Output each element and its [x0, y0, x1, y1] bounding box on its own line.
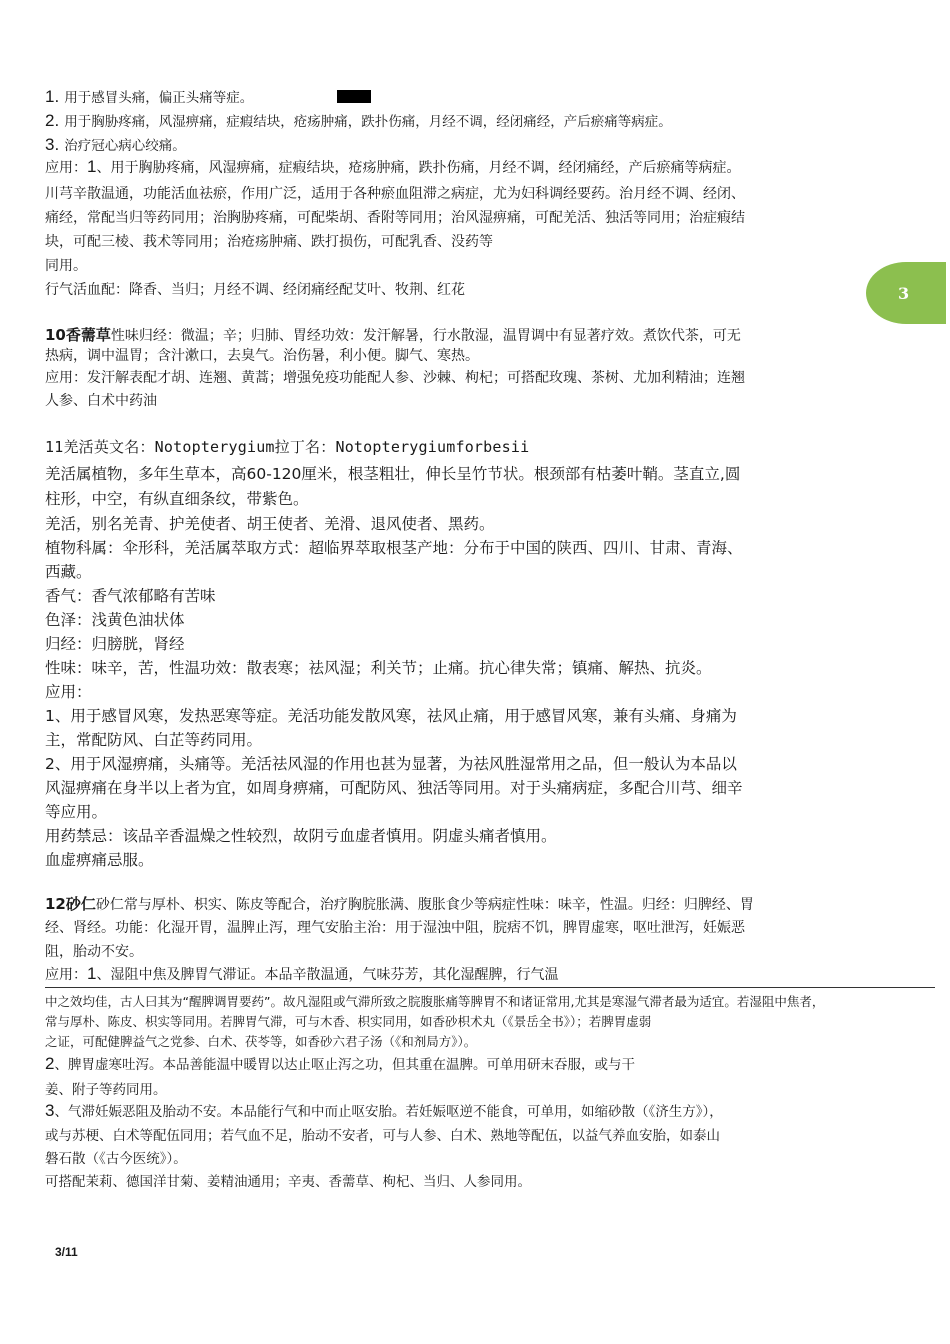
paragraph-line: 热病，调中温胃；含汁漱口，去臭气。治伤暑，利小便。脚气、寒热。: [45, 348, 479, 364]
section-12-header-line: [45, 893, 754, 914]
list-number: 1.: [45, 87, 60, 106]
paragraph-line: 常与厚朴、陈皮、枳实等同用。若脾胃气滞，可与木香、枳实同用，如香砂枳术丸（《景岳全书》）；若脾胃虚弱: [45, 1014, 652, 1029]
paragraph-line: 应用：发汗解表配才胡、连翘、黄蒿；增强免疫功能配人参、沙棘、枸杞；可搭配玫瑰、茶树、尤加利精油；连翘: [45, 370, 745, 386]
paragraph-line: 痛经，常配当归等药同用；治胸胁疼痛，可配柴胡、香附等同用；治风湿痹痛，可配羌活、独活等同用；治症瘕结: [45, 210, 745, 226]
paragraph-line: 经、肾经。功能：化湿开胃，温脾止泻，理气安胎主治：用于湿浊中阻，脘痞不饥，脾胃虚寒，呕吐泄泻，妊娠恶: [45, 920, 745, 936]
text-span: 、脾胃虚寒吐泻。本品善能温中暖胃以达止呕止泻之功，但其重在温脾。可单用研末吞服，或与干: [54, 1057, 635, 1073]
list-number: 1: [87, 964, 97, 983]
paragraph-line: 色泽：浅黄色油状体: [45, 611, 185, 629]
text-span: 应用：: [45, 967, 87, 983]
paragraph-line: [45, 964, 558, 984]
section-11-header: 11羌活英文名：Notopterygium拉丁名：Notopterygiumforbesii: [45, 438, 530, 456]
text-span: 应用：: [45, 160, 87, 176]
paragraph-line: 性味：味辛，苦，性温功效：散表寒；祛风湿；利关节；止痛。抗心律失常；镇痛、解热、抗炎。: [45, 659, 712, 677]
paragraph-line: [45, 1100, 723, 1121]
paragraph-line: 之证，可配健脾益气之党参、白术、茯苓等，如香砂六君子汤（《和剂局方》）。: [45, 1034, 477, 1049]
list-text: 治疗冠心病心绞痛。: [64, 138, 186, 154]
paragraph-line: 可搭配茉莉、德国洋甘菊、姜精油通用；辛夷、香薷草、枸杞、当归、人参同用。: [45, 1174, 531, 1190]
paragraph-line: 归经：归膀胱，肾经: [45, 635, 185, 653]
paragraph-line: 人参、白术中药油: [45, 393, 157, 409]
paragraph-line: 风湿痹痛在身半以上者为宜，如周身痹痛，可配防风、独活等同用。对于头痛病症，多配合川芎、细辛: [45, 779, 743, 797]
section-title: 12砂仁: [45, 895, 96, 913]
paragraph-line: 姜、附子等药同用。: [45, 1082, 167, 1098]
text-span: 、用于胸胁疼痛，风湿痹痛，症瘕结块，疮疡肿痛，跌扑伤痛，月经不调，经闭痛经，产后瘀痛等病症。: [96, 160, 741, 176]
section-10-header-line: [45, 324, 741, 345]
section-title: 10香薷草: [45, 326, 111, 344]
paragraph-line: 香气：香气浓郁略有苦味: [45, 587, 216, 605]
paragraph-line: 西藏。: [45, 563, 92, 581]
divider: [45, 987, 935, 988]
list-item: [45, 134, 186, 155]
paragraph-line: 羌活，别名羌青、护羌使者、胡王使者、羌滑、退风使者、黑药。: [45, 515, 495, 533]
list-number: 2: [45, 1054, 55, 1073]
list-number: 3: [45, 1101, 55, 1120]
paragraph-line: 1、用于感冒风寒，发热恶寒等症。羌活功能发散风寒，祛风止痛，用于感冒风寒，兼有头痛、身痛为: [45, 707, 737, 725]
list-item: [45, 110, 672, 131]
text-span: 砂仁常与厚朴、枳实、陈皮等配合，治疗胸脘胀满、腹胀食少等病症性味：味辛，性温。归经：归脾经、胃: [95, 897, 754, 913]
paragraph-line: 中之效均佳，古人曰其为“醒脾调胃要药”。故凡湿阻或气滞所致之脘腹胀痛等脾胃不和诸证常用,尤其是寒湿气滞者最为适宜。若湿阻中焦者，: [45, 994, 825, 1009]
paragraph-line: 应用：: [45, 683, 92, 701]
text-span: 、湿阻中焦及脾胃气滞证。本品辛散温通，气味芬芳，其化湿醒脾，行气温: [96, 967, 559, 983]
paragraph-line: 柱形，中空，有纵直细条纹，带紫色。: [45, 490, 309, 508]
page-number-badge: 3: [866, 262, 946, 324]
paragraph-line: [45, 157, 740, 177]
paragraph-line: 行气活血配：降香、当归；月经不调、经闭痛经配艾叶、牧荆、红花: [45, 282, 465, 298]
paragraph-line: 等应用。: [45, 803, 108, 821]
paragraph-line: 血虚痹痛忌服。: [45, 851, 154, 869]
paragraph-line: 块，可配三棱、莪术等同用；治疮疡肿痛、跌打损伤，可配乳香、没药等: [45, 234, 493, 250]
list-number: 3.: [45, 135, 60, 154]
paragraph-line: 阻，胎动不安。: [45, 944, 143, 960]
text-span: 、气滞妊娠恶阻及胎动不安。本品能行气和中而止呕安胎。若妊娠呕逆不能食，可单用，如缩砂散（《济生方》），: [54, 1104, 723, 1120]
paragraph-line: 或与苏梗、白术等配伍同用；若气血不足，胎动不安者，可与人参、白术、熟地等配伍，以益气养血安胎，如泰山: [45, 1128, 720, 1144]
paragraph-line: 主，常配防风、白芷等药同用。: [45, 731, 263, 749]
list-number: 2.: [45, 111, 60, 130]
paragraph-line: 用药禁忌：该品辛香温燥之性较烈，故阴亏血虚者慎用。阴虚头痛者慎用。: [45, 827, 557, 845]
list-text: 用于感冒头痛，偏正头痛等症。: [64, 90, 254, 106]
redaction-box: [337, 90, 371, 103]
list-item: [45, 86, 253, 107]
paragraph-line: 川芎辛散温通，功能活血祛瘀，作用广泛，适用于各种瘀血阻滞之病症，尤为妇科调经要药。治月经不调、经闭、: [45, 186, 745, 202]
paragraph-line: 同用。: [45, 258, 87, 274]
paragraph-line: [45, 1053, 635, 1074]
paragraph-line: 羌活属植物，多年生草本，高60-120厘米，根茎粗壮，伸长呈竹节状。根颈部有枯萎叶鞘。茎直立,圆: [45, 465, 741, 483]
list-number: 1: [87, 157, 97, 176]
text-span: 性味归经：微温；辛；归肺、胃经功效：发汗解暑，行水散湿，温胃调中有显著疗效。煮饮代茶，可无: [110, 328, 741, 344]
paragraph-line: 2、用于风湿痹痛，头痛等。羌活祛风湿的作用也甚为显著，为祛风胜湿常用之品，但一般认为本品以: [45, 755, 737, 773]
paragraph-line: 磐石散（《古今医统》）。: [45, 1151, 187, 1167]
paragraph-line: 植物科属：伞形科，羌活属萃取方式：超临界萃取根茎产地：分布于中国的陕西、四川、甘肃、青海、: [45, 539, 743, 557]
list-text: 用于胸胁疼痛，风湿痹痛，症瘕结块，疮疡肿痛，跌扑伤痛，月经不调，经闭痛经，产后瘀痛等病症。: [64, 114, 672, 130]
page-footer: 3/11: [55, 1245, 78, 1259]
